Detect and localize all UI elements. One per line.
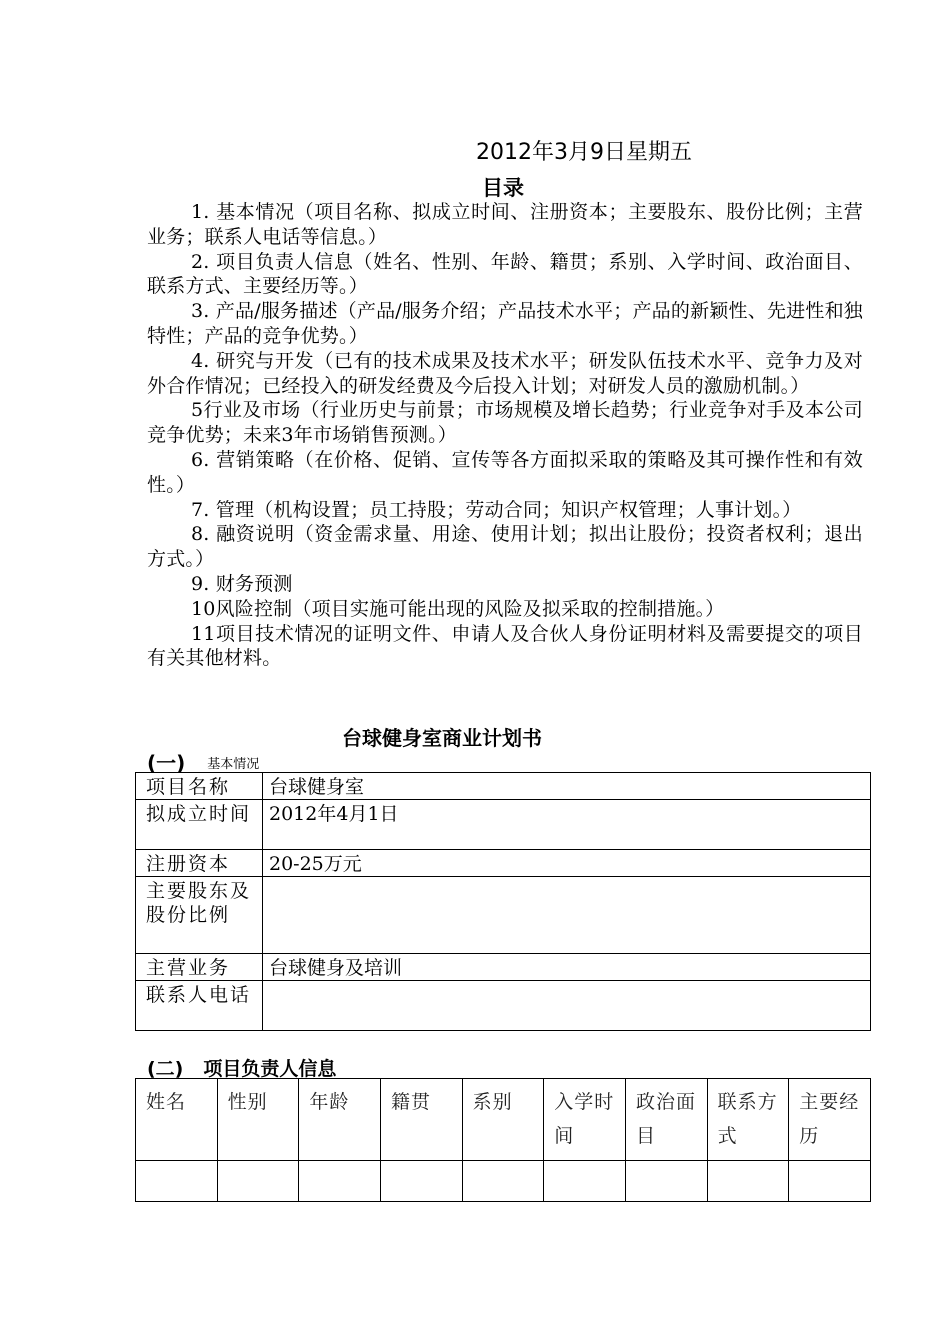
row-value (263, 981, 871, 1031)
column-header: 入学时间 (544, 1079, 626, 1161)
table-row (136, 981, 871, 1031)
table-row (136, 773, 871, 800)
toc-item: 2. 项目负责人信息（姓名、性别、年龄、籍贯；系别、入学时间、政治面目、联系方式、主要经历等。） (147, 250, 863, 298)
document-date: 2012年3月9日星期五 (476, 140, 692, 165)
section-2-heading (147, 1054, 336, 1081)
section-1-number: (一) (147, 751, 186, 775)
toc-item: 9. 财务预测 (191, 572, 293, 595)
table-row (136, 954, 871, 981)
column-header: 政治面目 (625, 1079, 707, 1161)
table-row (136, 877, 871, 954)
section-2-label: 项目负责人信息 (203, 1058, 337, 1080)
row-key: 主要股东及股份比例 (136, 877, 263, 954)
row-value: 20-25万元 (263, 850, 871, 877)
table-cell (707, 1161, 789, 1202)
row-key: 项目名称 (136, 773, 263, 800)
toc-item: 10风险控制（项目实施可能出现的风险及拟采取的控制措施。） (191, 597, 725, 620)
table-of-contents (147, 200, 863, 671)
toc-item: 5行业及市场（行业历史与前景；市场规模及增长趋势；行业竞争对手及本公司竞争优势；未来3年市场销售预测。） (147, 399, 863, 447)
toc-item: 11项目技术情况的证明文件、申请人及合伙人身份证明材料及需要提交的项目有关其他材料。 (147, 622, 863, 670)
column-header: 系别 (462, 1079, 544, 1161)
table-cell (625, 1161, 707, 1202)
table-row (136, 850, 871, 877)
column-header: 联系方式 (707, 1079, 789, 1161)
basic-info-table (135, 772, 871, 1031)
toc-item: 4. 研究与开发（已有的技术成果及技术水平；研发队伍技术水平、竞争力及对外合作情况；已经投入的研发经费及今后投入计划；对研发人员的激励机制。） (147, 349, 863, 397)
row-value: 2012年4月1日 (263, 800, 871, 850)
toc-item: 1. 基本情况（项目名称、拟成立时间、注册资本；主要股东、股份比例；主营业务；联系人电话等信息。） (147, 201, 863, 248)
table-cell (380, 1161, 462, 1202)
section-2-number: (二) (147, 1058, 184, 1080)
toc-item: 7. 管理（机构设置；员工持股；劳动合同；知识产权管理；人事计划。） (191, 498, 802, 521)
column-header: 姓名 (136, 1079, 218, 1161)
row-key: 联系人电话 (136, 981, 263, 1031)
section-1-label: 基本情况 (207, 757, 260, 772)
toc-item: 6. 营销策略（在价格、促销、宣传等各方面拟采取的策略及其可操作性和有效性。） (147, 448, 863, 496)
leader-info-table (135, 1078, 871, 1202)
table-cell (136, 1161, 218, 1202)
row-value (263, 877, 871, 954)
column-header: 年龄 (299, 1079, 381, 1161)
column-header: 主要经历 (789, 1079, 871, 1161)
table-cell (544, 1161, 626, 1202)
row-value: 台球健身及培训 (263, 954, 871, 981)
toc-item: 3. 产品/服务描述（产品/服务介绍；产品技术水平；产品的新颖性、先进性和独特性；产品的竞争优势。） (147, 300, 863, 347)
row-key: 拟成立时间 (136, 800, 263, 850)
toc-title: 目录 (482, 176, 524, 200)
table-row (136, 1161, 871, 1202)
table-cell (299, 1161, 381, 1202)
row-value: 台球健身室 (263, 773, 871, 800)
column-header: 性别 (217, 1079, 299, 1161)
column-header: 籍贯 (380, 1079, 462, 1161)
toc-item: 8. 融资说明（资金需求量、用途、使用计划；拟出让股份；投资者权利；退出方式。） (147, 523, 863, 571)
row-key: 注册资本 (136, 850, 263, 877)
table-cell (217, 1161, 299, 1202)
row-key: 主营业务 (136, 954, 263, 981)
table-header-row (136, 1079, 871, 1161)
table-row (136, 800, 871, 850)
plan-title: 台球健身室商业计划书 (342, 726, 542, 750)
table-cell (462, 1161, 544, 1202)
table-cell (789, 1161, 871, 1202)
